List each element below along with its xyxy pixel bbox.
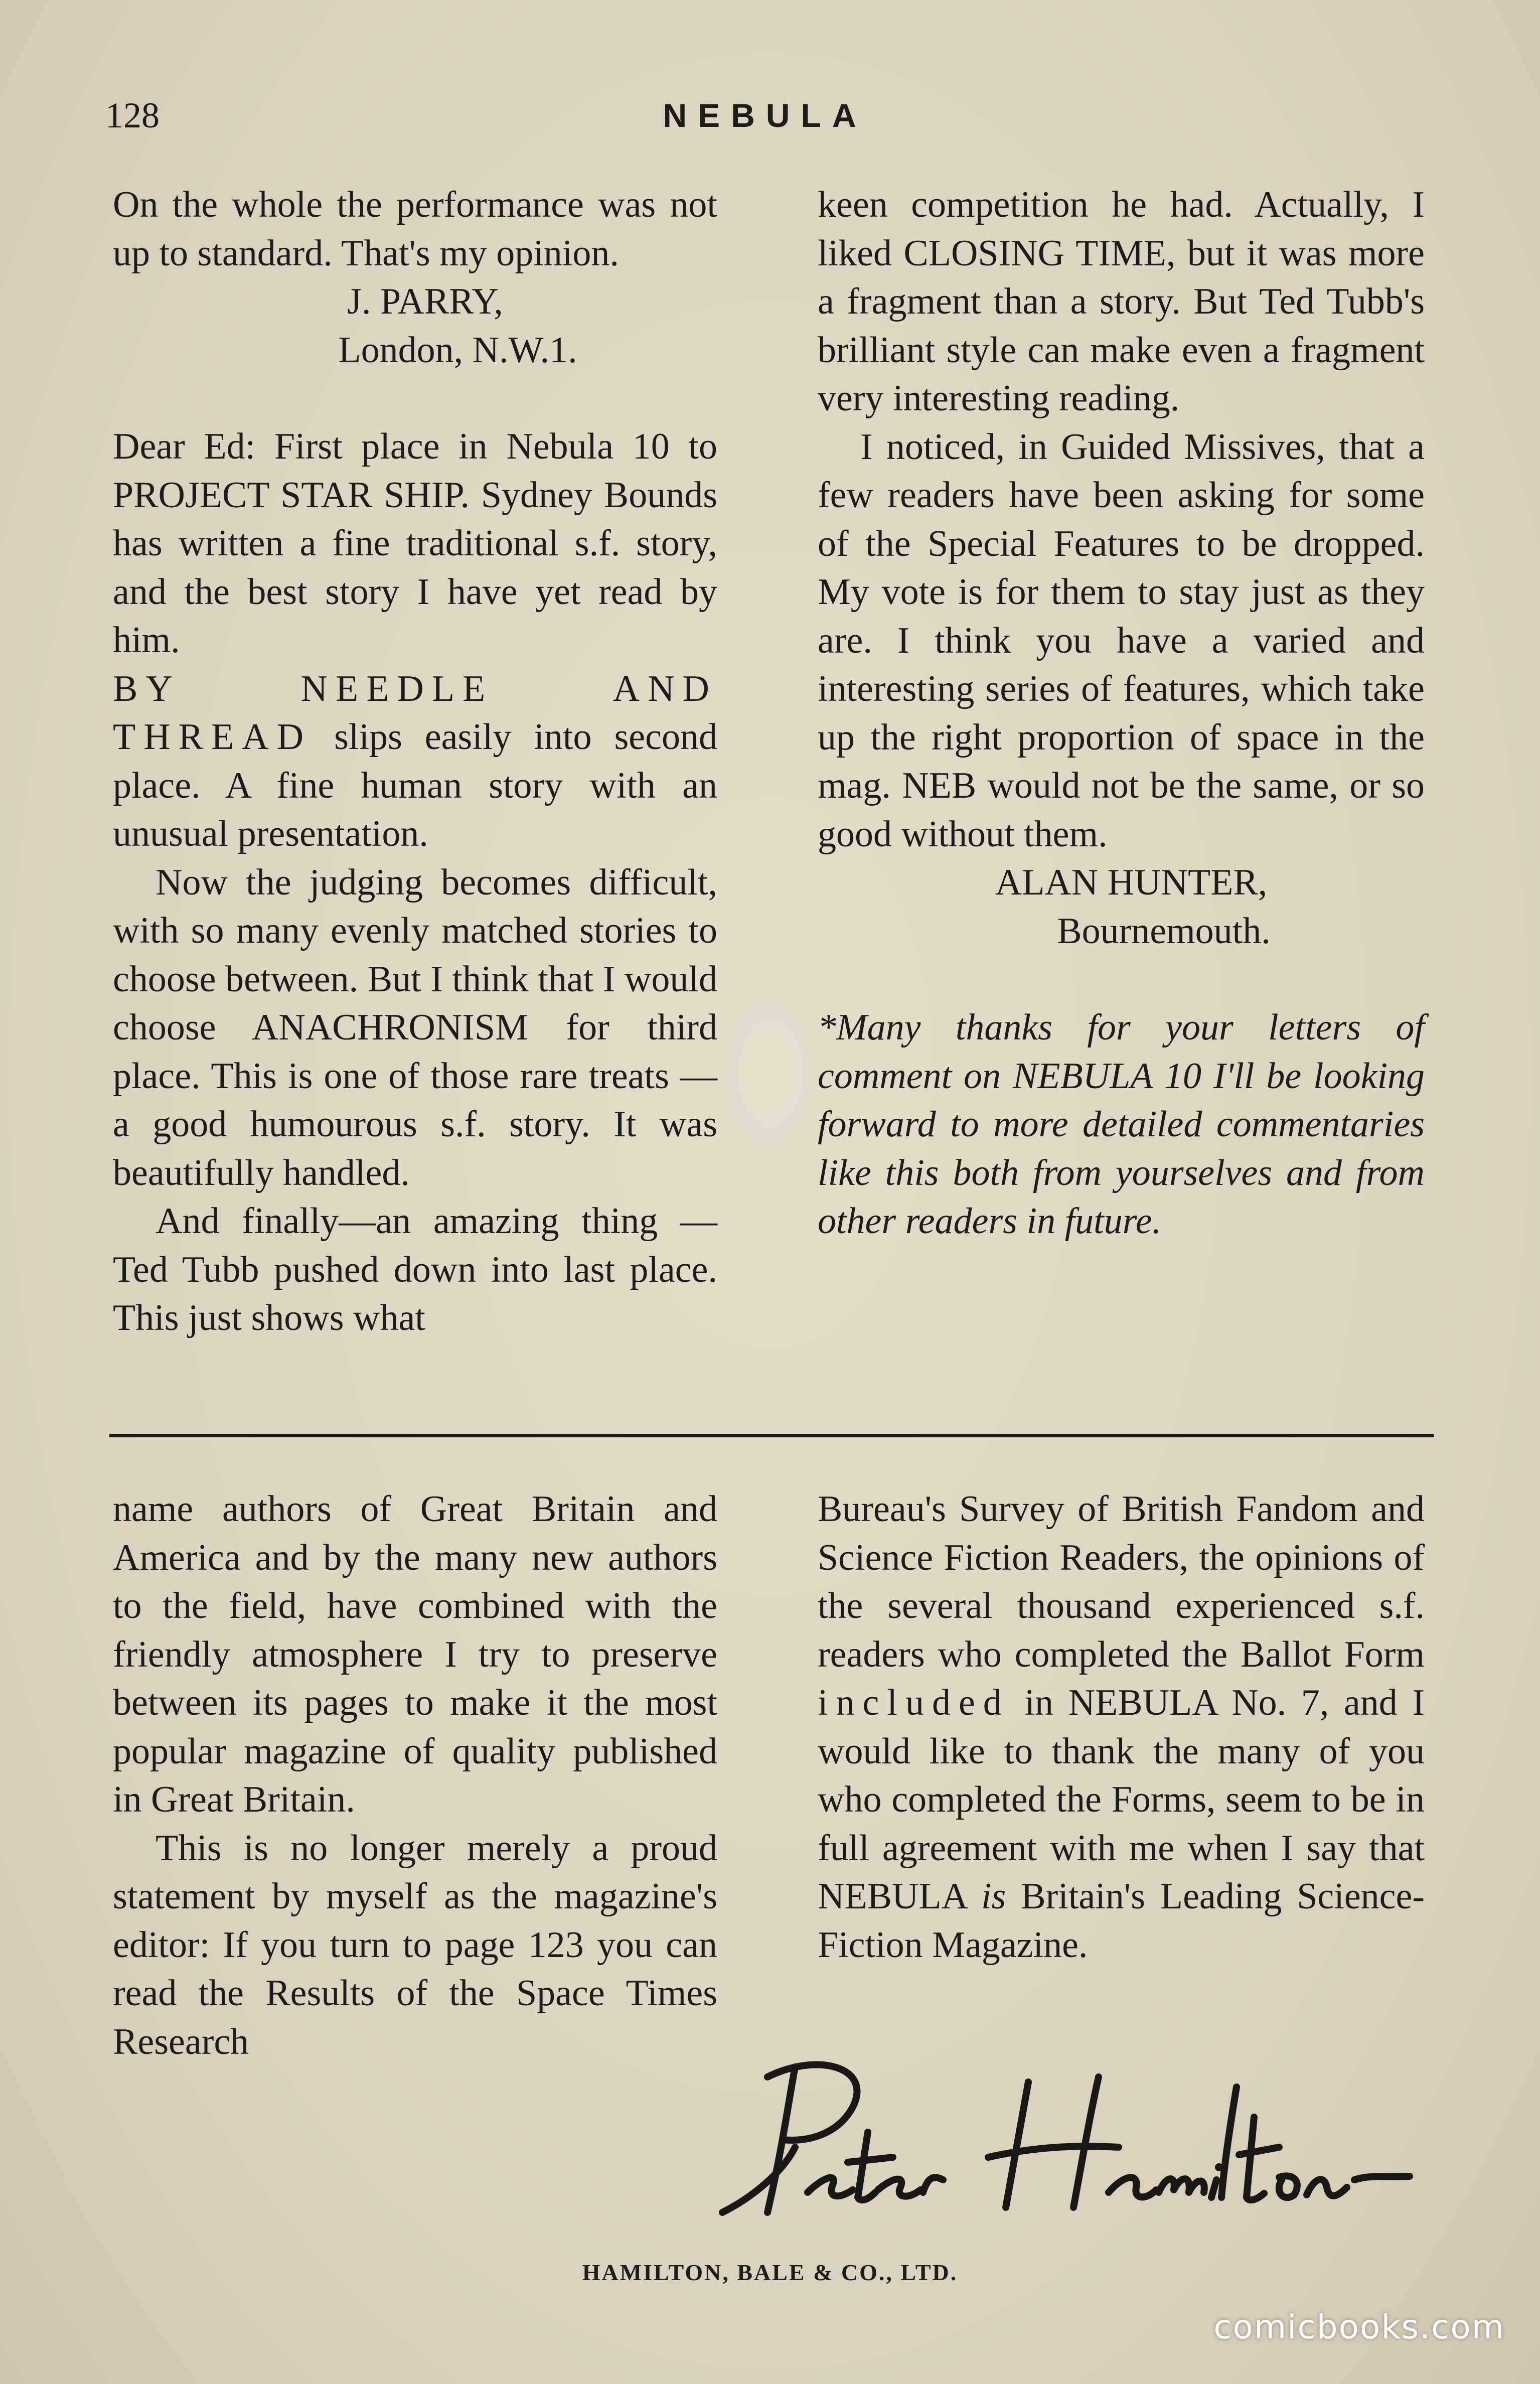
editorial-paragraph: name authors of Great Britain and America and by the many new authors to the field, have combined with the friendly atmosphere I try to preserve between its pages to make it the most popular magazine of quality published in Great Britain. [113,1488,717,1820]
letter-signature-place: London, N.W.1. [338,329,577,371]
page-header [105,88,1425,143]
publisher-imprint: HAMILTON, BALE & CO., LTD. [582,2260,958,2285]
editorial-paragraph [818,1485,1425,1969]
editorial-text: in NEBULA No. 7, and I would like to thank the many of you who completed the Forms, seem to be in full agreement with me when I say that NEBULA [818,1682,1425,1917]
editorial-column-right [818,1485,1425,1969]
editorial-text: Britain's Leading Science-Fiction Magazine. [818,1876,1425,1966]
letter-paragraph: On the whole the performance was not up to standard. That's my opinion. [113,184,717,274]
page-number: 128 [105,95,160,135]
letter-text: slips easily into second place. A fine human story with an unusual presentation. [113,716,717,854]
letter-paragraph: And finally—an amazing thing —Ted Tubb pushed down into last place. This just shows what [113,1201,717,1338]
letter-signature-name: ALAN HUNTER, [995,862,1268,903]
watermark: comicbooks.com [1213,2308,1505,2346]
editor-signature [707,2047,1435,2227]
editorial-column-left [113,1485,717,2066]
section-divider [109,1434,1434,1437]
editorial-paragraph: This is no longer merely a proud statement by myself as the magazine's editor: If you turn to page 123 you can read the Results of the Space Times Research [113,1827,717,2062]
editor-note: *Many thanks for your letters of comment on NEBULA 10 I'll be looking forward to more detailed commentaries like this both from yourselves and from other readers in future. [818,1007,1425,1242]
letter-paragraph [113,665,717,858]
letter-paragraph: keen competition he had. Actually, I liked CLOSING TIME, but it was more a fragment than a story. But Ted Tubb's brilliant style can make even a fragment very interesting reading. [818,184,1425,419]
letter-paragraph: Now the judging becomes difficult, with so many evenly matched stories to choose between. But I think that I would choose ANACHRONISM for third place. This is one of those rare treats — a good humourous s.f. story. It was beautifully handled. [113,861,717,1194]
editorial-spaced-word: included [818,1682,1010,1723]
editorial-text: Bureau's Survey of British Fandom and Science Fiction Readers, the opinions of the several thousand experienced s.f. readers who completed the Ballot Form [818,1488,1425,1675]
editorial-emphasis: is [981,1876,1006,1917]
running-title: NEBULA [663,97,867,134]
letters-column-right [818,181,1425,1246]
letter-paragraph: I noticed, in Guided Missives, that a few readers have been asking for some of the Special Features to be dropped. My vote is for them to stay just as they are. I think you have a varied and interesting series of features, which take up the right proportion of space in the mag. NEB would not be the same, or so good without them. [818,426,1425,855]
letters-column-left [113,181,717,1343]
letter-signature-place: Bournemouth. [1057,910,1271,952]
story-title: BY NEEDLE AND THREAD [113,668,717,758]
letter-paragraph: Dear Ed: First place in Nebula 10 to PROJECT STAR SHIP. Sydney Bounds has written a fine traditional s.f. story, and the best story I have yet read by him. [113,426,717,661]
letter-signature-name: J. PARRY, [347,281,503,322]
